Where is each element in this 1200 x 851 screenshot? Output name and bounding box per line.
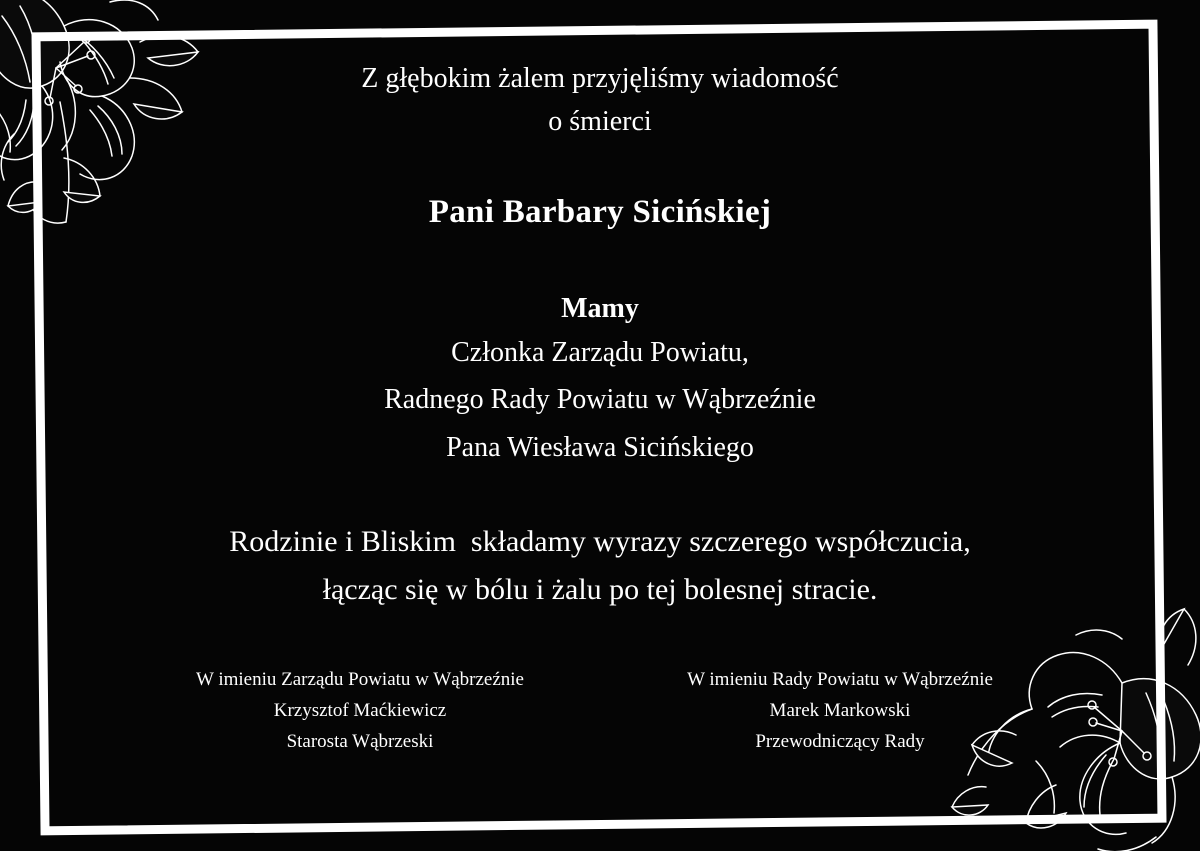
- relation-line-2: Radnego Rady Powiatu w Wąbrzeźnie: [384, 384, 816, 415]
- signature-row: [150, 665, 1050, 757]
- signature-name: Krzysztof Maćkiewicz: [273, 699, 447, 721]
- signature-on-behalf-of: W imieniu Zarządu Powiatu w Wąbrzeźnie: [196, 669, 524, 690]
- signature-title: Przewodniczący Rady: [755, 730, 925, 752]
- signature-name: Marek Markowski: [769, 699, 911, 721]
- relation-line-1: Członka Zarządu Powiatu,: [451, 337, 749, 368]
- condolence-line-1: Rodzinie i Bliskim składamy wyrazy szczerego współczucia,: [229, 525, 971, 558]
- intro-line-2: o śmierci: [548, 106, 652, 137]
- condolence-line-2: łącząc się w bólu i żalu po tej bolesnej stracie.: [322, 573, 878, 606]
- signature-block-przewodniczacy: [630, 665, 1050, 757]
- signature-block-starosta: [150, 665, 570, 757]
- signature-title: Starosta Wąbrzeski: [286, 730, 434, 752]
- relation-title: Mamy: [561, 293, 639, 324]
- deceased-name: Pani Barbary Sicińskiej: [428, 194, 772, 230]
- relation-line-3: Pana Wiesława Sicińskiego: [446, 432, 754, 463]
- intro-line-1: Z głębokim żalem przyjęliśmy wiadomość: [361, 63, 839, 94]
- signature-on-behalf-of: W imieniu Rady Powiatu w Wąbrzeźnie: [687, 669, 993, 690]
